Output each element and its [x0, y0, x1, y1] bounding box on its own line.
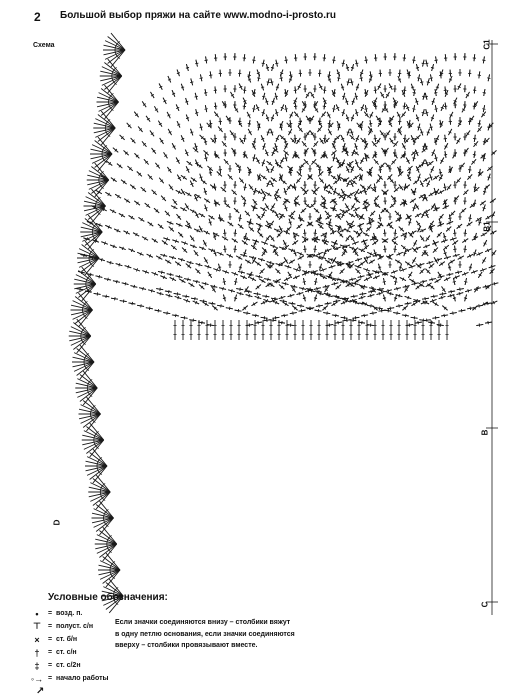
fan-stitch	[187, 161, 193, 165]
fan-stitch	[449, 273, 450, 276]
fan-stitch	[279, 177, 282, 178]
fan-stitch	[161, 271, 162, 274]
fan-stitch	[169, 294, 170, 297]
fan-stitch	[306, 131, 310, 137]
fan-stitch	[303, 282, 306, 283]
fan-stitch	[314, 282, 317, 283]
fan-stitch	[459, 292, 460, 295]
fan-stitch	[223, 282, 226, 283]
fan-stitch	[271, 67, 274, 68]
fan-stitch	[386, 131, 390, 137]
fan-stitch	[333, 142, 336, 143]
fan-stitch	[128, 265, 129, 268]
fan-stitch	[242, 241, 248, 245]
fan-stitch	[292, 287, 296, 293]
fan-stitch	[196, 280, 197, 283]
fan-stitch	[186, 67, 189, 68]
fan-stitch	[266, 236, 270, 242]
fan-stitch	[262, 63, 265, 64]
fan-stitch	[321, 112, 325, 118]
fan-stitch	[160, 138, 164, 144]
fan-stitch	[379, 292, 380, 295]
fan-stitch	[347, 82, 350, 83]
fan-stitch	[332, 109, 335, 110]
fan-stitch	[433, 248, 438, 253]
fan-stitch	[399, 267, 402, 268]
fan-stitch	[130, 185, 135, 189]
fan-stitch	[319, 267, 322, 268]
fan-stitch	[214, 112, 218, 118]
fan-stitch	[394, 141, 398, 146]
fan-stitch	[205, 282, 206, 285]
fan-stitch	[314, 298, 317, 299]
fan-stitch	[241, 196, 246, 201]
fan-stitch	[318, 172, 323, 177]
fan-stitch	[328, 123, 331, 124]
fan-stitch	[172, 256, 173, 259]
fan-stitch	[318, 218, 321, 219]
fan-stitch	[358, 258, 359, 261]
fan-stitch	[199, 177, 202, 178]
fan-stitch	[439, 214, 443, 219]
fan-stitch	[404, 287, 408, 293]
fan-stitch	[190, 82, 193, 83]
fan-stitch	[347, 132, 350, 133]
fan-stitch	[458, 271, 459, 274]
fan-stitch	[214, 203, 217, 204]
fan-stitch	[285, 60, 288, 61]
fan-stitch	[324, 287, 328, 293]
fan-stitch	[378, 218, 381, 219]
fan-stitch	[243, 187, 246, 188]
fan-stitch	[209, 172, 212, 173]
fan-stitch	[200, 127, 203, 128]
fan-stitch	[182, 248, 187, 253]
fan-stitch	[318, 224, 323, 228]
fan-stitch	[270, 236, 274, 242]
fan-stitch	[234, 208, 239, 213]
fan-stitch	[204, 158, 207, 159]
fan-stitch	[383, 298, 386, 299]
fan-stitch	[408, 172, 411, 173]
fan-stitch	[265, 101, 268, 102]
fan-stitch	[151, 289, 152, 292]
fan-stitch	[204, 93, 207, 94]
fan-stitch	[373, 187, 376, 188]
fan-stitch	[204, 142, 207, 143]
fan-stitch	[290, 294, 291, 297]
fan-stitch	[200, 78, 203, 79]
fan-stitch	[232, 190, 237, 195]
fan-stitch	[181, 258, 182, 261]
fan-stitch	[195, 113, 198, 114]
fan-stitch	[325, 285, 326, 288]
fan-stitch	[240, 138, 244, 144]
fan-stitch	[323, 203, 326, 204]
fan-stitch	[249, 294, 250, 297]
fan-stitch	[275, 96, 278, 97]
fan-stitch	[457, 224, 462, 228]
fan-stitch	[280, 78, 283, 79]
fan-stitch	[152, 148, 156, 154]
fan-stitch	[175, 262, 181, 266]
fan-stitch	[204, 199, 210, 203]
fan-stitch	[405, 285, 406, 288]
fan-stitch	[142, 101, 146, 107]
fan-stitch	[367, 256, 368, 259]
fan-stitch	[190, 236, 194, 242]
fan-stitch	[101, 258, 102, 261]
fan-stitch	[214, 285, 215, 288]
fan-stitch	[408, 222, 411, 223]
fan-stitch	[217, 172, 222, 177]
fan-stitch	[257, 214, 261, 219]
fan-stitch	[378, 267, 381, 268]
fan-stitch	[239, 267, 242, 268]
fan-stitch	[272, 101, 275, 102]
fan-stitch	[279, 285, 284, 290]
fan-stitch	[342, 63, 345, 64]
fan-stitch	[404, 236, 407, 237]
fan-stitch	[284, 191, 287, 192]
fan-stitch	[294, 203, 297, 204]
fan-stitch	[289, 123, 292, 124]
fan-stitch	[238, 218, 241, 219]
fan-stitch	[394, 282, 397, 283]
fan-stitch	[146, 116, 150, 122]
fan-stitch	[270, 82, 273, 83]
fan-stitch	[411, 265, 412, 268]
fan-stitch	[289, 222, 292, 223]
fan-stitch	[234, 298, 237, 299]
fan-stitch	[468, 289, 469, 292]
fan-stitch	[270, 132, 273, 133]
fan-stitch	[275, 146, 278, 147]
fan-stitch	[190, 261, 191, 264]
fan-stitch	[253, 142, 256, 143]
fan-stitch	[352, 278, 353, 281]
fan-stitch	[160, 292, 161, 295]
fan-stitch	[255, 262, 261, 266]
fan-stitch	[294, 253, 297, 254]
fan-stitch	[252, 109, 255, 110]
fan-stitch	[374, 253, 377, 254]
fan-stitch	[301, 208, 306, 213]
fan-stitch	[169, 184, 173, 190]
fan-stitch	[185, 101, 188, 102]
fan-stitch	[107, 161, 113, 165]
fan-stitch	[452, 241, 458, 245]
fan-stitch	[284, 142, 287, 143]
fan-stitch	[388, 289, 389, 292]
fan-stitch	[438, 258, 439, 261]
crochet-diagram	[30, 30, 500, 620]
fan-stitch	[328, 222, 331, 223]
fan-stitch	[303, 287, 304, 290]
fan-stitch	[253, 191, 256, 192]
fan-stitch	[351, 67, 354, 68]
fan-stitch	[222, 141, 226, 146]
fan-stitch	[164, 254, 165, 257]
fan-stitch	[223, 298, 226, 299]
fan-stitch	[209, 123, 212, 124]
fan-stitch	[177, 214, 181, 219]
fan-stitch	[234, 282, 237, 283]
fan-stitch	[372, 241, 378, 245]
fan-stitch	[167, 167, 171, 173]
fan-stitch	[346, 236, 350, 242]
fan-stitch	[190, 132, 193, 133]
fan-stitch	[284, 158, 287, 159]
fan-stitch	[455, 254, 456, 257]
fan-stitch	[383, 282, 386, 283]
fan-stitch	[317, 287, 318, 290]
fan-stitch	[134, 285, 135, 288]
fan-stitch	[124, 199, 130, 203]
fan-stitch	[188, 278, 189, 281]
fan-stitch	[113, 148, 118, 153]
fan-stitch	[262, 146, 265, 147]
fan-stitch	[226, 116, 230, 122]
header-text: Большой выбор пряжи на сайте www.modno-i-prosto.ru	[60, 10, 337, 21]
fan-stitch	[485, 285, 486, 288]
fan-stitch	[249, 184, 253, 190]
fan-stitch	[119, 263, 120, 266]
fan-stitch	[275, 63, 278, 64]
fan-stitch	[292, 241, 298, 245]
fan-stitch	[116, 280, 117, 283]
fan-stitch	[432, 278, 433, 281]
fan-stitch	[417, 177, 420, 178]
fan-stitch	[223, 287, 224, 290]
fan-stitch	[262, 113, 265, 114]
fan-stitch	[195, 96, 198, 97]
fan-stitch	[299, 292, 300, 295]
schema-label: Схема	[33, 42, 55, 49]
fan-stitch	[285, 109, 288, 110]
fan-stitch	[199, 263, 200, 266]
fan-stitch	[447, 256, 448, 259]
fan-stitch	[397, 287, 398, 290]
fan-stitch	[293, 236, 296, 237]
fan-stitch	[267, 132, 270, 133]
fan-stitch	[162, 241, 168, 245]
fan-stitch	[231, 289, 232, 292]
fan-stitch	[117, 164, 122, 168]
fan-stitch	[350, 236, 354, 242]
fan-stitch	[218, 267, 221, 268]
fan-stitch	[110, 261, 111, 264]
fan-stitch	[275, 113, 278, 114]
fan-stitch	[303, 298, 306, 299]
fan-stitch	[243, 203, 246, 204]
fan-stitch	[370, 294, 371, 297]
fan-stitch	[125, 282, 126, 285]
fan-stitch	[161, 196, 166, 201]
fan-stitch	[324, 236, 327, 237]
fan-stitch	[195, 63, 198, 64]
fan-stitch	[352, 101, 355, 102]
fan-stitch	[420, 263, 421, 266]
fan-stitch	[213, 236, 216, 237]
fan-stitch	[262, 96, 265, 97]
fan-stitch	[240, 292, 241, 295]
fan-stitch	[364, 191, 367, 192]
fan-stitch	[320, 292, 321, 295]
fan-stitch	[450, 294, 451, 297]
fan-stitch	[150, 131, 154, 137]
fan-stitch	[108, 278, 109, 281]
fan-stitch	[179, 275, 180, 278]
fan-stitch	[201, 180, 207, 184]
fan-stitch	[230, 131, 234, 137]
fan-stitch	[401, 112, 405, 118]
fan-stitch	[398, 218, 401, 219]
fan-stitch	[208, 265, 209, 268]
fan-stitch	[403, 253, 406, 254]
fan-stitch	[152, 190, 157, 195]
fan-stitch	[297, 224, 302, 228]
fan-stitch	[266, 67, 269, 68]
fan-stitch	[244, 236, 247, 237]
fan-stitch	[429, 261, 430, 264]
fan-stitch	[170, 273, 171, 276]
fan-stitch	[342, 96, 345, 97]
page-number: 2	[34, 10, 41, 24]
fan-stitch	[137, 172, 142, 177]
fan-stitch	[252, 158, 255, 159]
fan-stitch	[298, 267, 301, 268]
fan-stitch	[257, 78, 260, 79]
fan-stitch	[331, 265, 332, 268]
fan-stitch	[193, 148, 198, 153]
fan-stitch	[426, 236, 430, 242]
fan-stitch	[209, 222, 212, 223]
fan-stitch	[359, 177, 362, 178]
fan-stitch	[134, 112, 138, 118]
fan-stitch	[423, 280, 424, 283]
fan-stitch	[342, 146, 345, 147]
fan-stitch	[332, 158, 335, 159]
fan-stitch	[394, 298, 397, 299]
fan-stitch	[243, 253, 246, 254]
fan-stitch	[314, 141, 318, 146]
fan-stitch	[204, 191, 207, 192]
fan-stitch	[342, 113, 345, 114]
fan-stitch	[323, 253, 326, 254]
fan-stitch	[99, 275, 100, 278]
fan-stitch	[334, 282, 335, 285]
fan-stitch	[256, 285, 261, 290]
fan-stitch	[267, 82, 270, 83]
fan-stitch	[214, 253, 217, 254]
fan-stitch	[205, 60, 208, 61]
fan-stitch	[195, 146, 198, 147]
fan-stitch	[360, 275, 361, 278]
fan-stitch	[154, 208, 159, 213]
fan-stitch	[252, 60, 255, 61]
fan-stitch	[205, 109, 208, 110]
fan-stitch	[143, 287, 144, 290]
fan-stitch	[144, 159, 149, 164]
fan-stitch	[307, 222, 313, 226]
fan-stitch	[248, 123, 251, 124]
fan-stitch	[337, 78, 340, 79]
fan-stitch	[332, 60, 335, 61]
fan-stitch	[148, 222, 154, 226]
